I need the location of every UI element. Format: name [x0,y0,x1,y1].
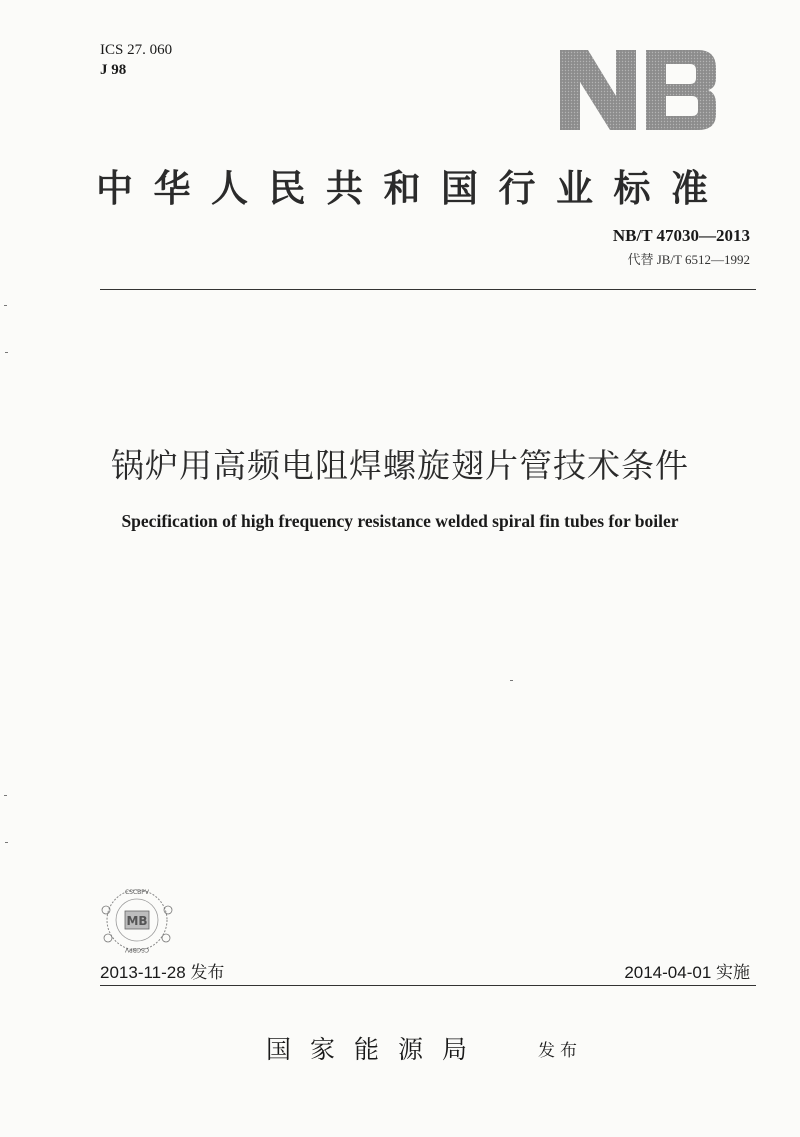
seal-stamp [92,880,182,956]
title-english: Specification of high frequency resistance welded spiral fin tubes for boiler [121,511,679,531]
footer-divider [100,985,756,986]
logo-letter-b [646,50,716,130]
header-divider [100,289,756,290]
implementation-date: 2014-04-01 实施 [624,963,750,982]
ics-code: ICS 27. 060 [100,42,173,58]
issue-date: 2013-11-28 发布 [100,963,225,982]
title-chinese: 锅炉用高频电阻焊螺旋翅片管技术条件 [111,446,689,485]
scan-speck [510,680,513,681]
svg-text:CSCBPV: CSCBPV [124,889,150,896]
logo-letter-n [560,50,636,130]
scan-speck [4,305,7,306]
standard-number [613,226,750,246]
scan-speck [5,352,8,353]
issuing-label: 发布 [538,1041,582,1061]
scan-speck [5,842,8,843]
organization-name: 中华人民共和国行业标准 [96,167,729,210]
nb-logo [558,48,718,132]
classification-codes [100,40,172,80]
svg-text:MB: MB [126,914,148,928]
issuing-authority: 国家能源局 [266,1035,487,1064]
scan-speck [4,795,7,796]
svg-text:CSCBPV: CSCBPV [124,946,150,953]
standard-number-text: NB/T 47030—2013 [612,226,750,245]
replaces-standard: 代替 JB/T 6512—1992 [627,252,750,267]
ccs-code: J 98 [100,62,127,78]
